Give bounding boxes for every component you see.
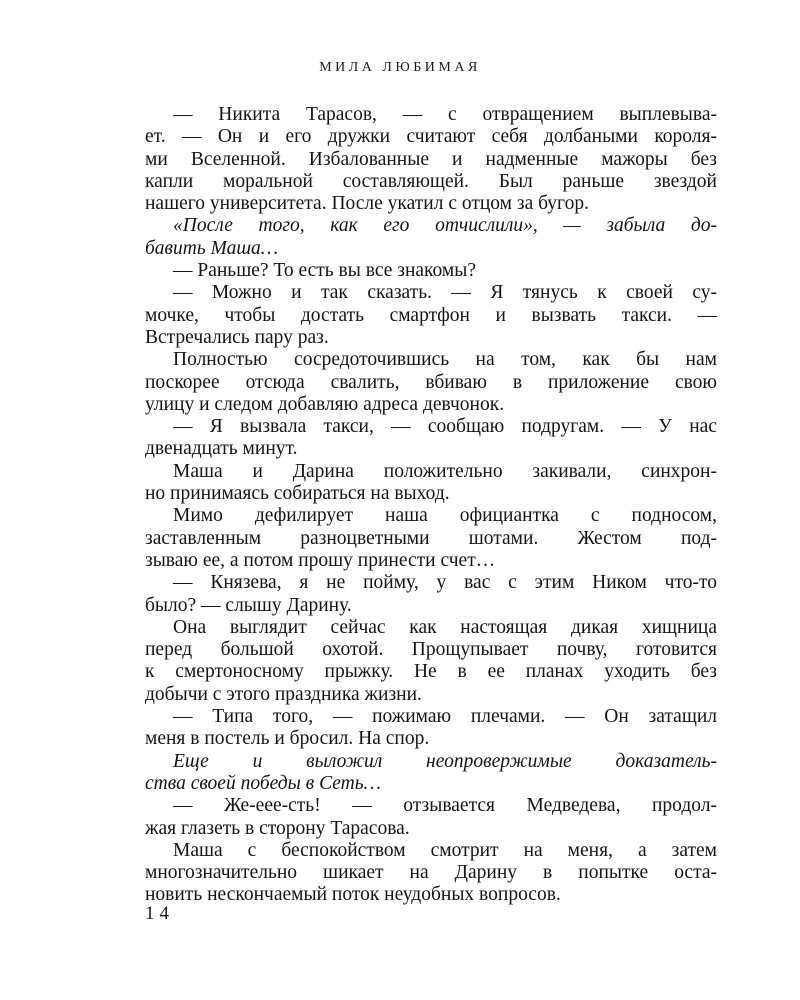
text-line: — Никита Тарасов, — с отвращением выплевыва- xyxy=(173,104,717,125)
text-line: перед большой охотой. Прощупывает почву, готовится xyxy=(145,639,717,661)
text-line: но принимаясь собираться на выход. xyxy=(145,483,450,505)
text-line: зываю ее, а потом прошу принести счет… xyxy=(145,549,496,571)
text-line: заставленным разноцветными шотами. Жестом под- xyxy=(145,527,717,549)
text-line: капли моральной составляющей. Был раньше звездой xyxy=(145,170,717,192)
text-line: к смертоносному прыжку. Не в ее планах уходить без xyxy=(145,661,717,683)
text-line: мочке, чтобы достать смартфон и вызвать такси. — xyxy=(145,304,717,326)
text-line: — Князева, я не пойму, у вас с этим Ником что-то xyxy=(173,572,717,594)
text-line: ет. — Он и его дружки считают себя долбаными короля- xyxy=(145,126,717,148)
text-line: меня в постель и бросил. На спор. xyxy=(145,728,430,750)
body-text xyxy=(145,104,717,907)
text-line: новить нескончаемый поток неудобных вопросов. xyxy=(145,884,561,906)
text-line: Еще и выложил неопровержимые доказатель- xyxy=(173,750,717,772)
text-line: Маша с беспокойством смотрит на меня, а затем xyxy=(173,839,717,861)
text-line: — Можно и так сказать. — Я тянусь к своей су- xyxy=(173,282,717,304)
text-line: нашего университета. После укатил с отцом за бугор. xyxy=(145,193,589,215)
text-line: бавить Маша… xyxy=(145,237,279,259)
text-line: поскорее отсюда свалить, вбиваю в приложение свою xyxy=(145,371,717,393)
text-line: многозначительно шикает на Дарину в попытке оста- xyxy=(145,862,717,884)
text-line: ми Вселенной. Избалованные и надменные мажоры без xyxy=(145,148,717,170)
text-line: Полностью сосредоточившись на том, как бы нам xyxy=(173,349,717,371)
page-number: 14 xyxy=(145,903,174,924)
text-line: Маша и Дарина положительно закивали, синхрон- xyxy=(173,460,717,482)
text-line: двенадцать минут. xyxy=(145,438,298,460)
text-line: жая глазеть в сторону Тарасова. xyxy=(145,817,410,839)
text-line: — Же-еее-сть! — отзывается Медведева, продол- xyxy=(173,795,717,817)
text-line: — Я вызвала такси, — сообщаю подругам. — У нас xyxy=(173,416,717,438)
text-line: Мимо дефилирует наша официантка с подносом, xyxy=(173,505,717,527)
text-line: — Типа того, — пожимаю плечами. — Он затащил xyxy=(173,706,717,728)
text-line: Встречались пару раз. xyxy=(145,326,329,348)
text-line: Она выглядит сейчас как настоящая дикая хищница xyxy=(173,616,717,638)
text-line: было? — слышу Дарину. xyxy=(145,594,352,616)
text-line: — Раньше? То есть вы все знакомы? xyxy=(173,260,477,282)
running-head: МИЛА ЛЮБИМАЯ xyxy=(319,60,481,75)
text-line: ства своей победы в Сеть… xyxy=(145,772,381,794)
text-line: добычи с этого праздника жизни. xyxy=(145,683,422,705)
text-line: улицу и следом добавляю адреса девчонок. xyxy=(145,393,505,415)
text-line: «После того, как его отчислили», — забыла до- xyxy=(173,215,717,237)
